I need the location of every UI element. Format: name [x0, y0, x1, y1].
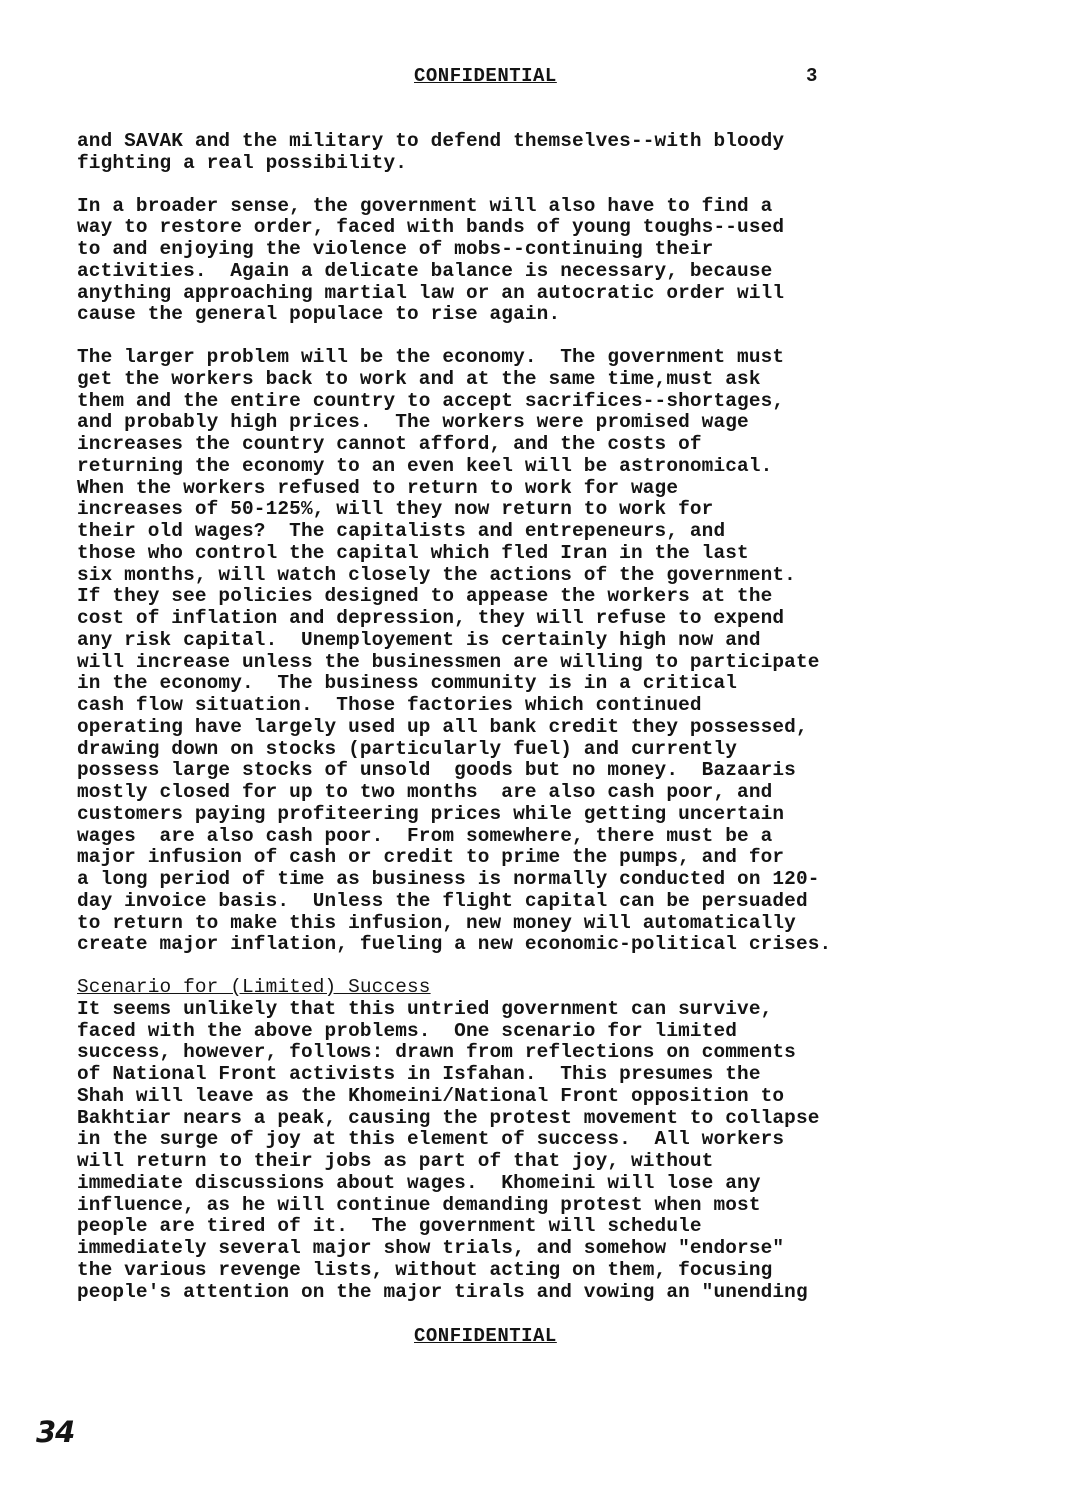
- page-header: [0, 62, 1067, 92]
- section-heading-limited-success: Scenario for (Limited) Success: [77, 976, 431, 998]
- document-body: [77, 131, 907, 1303]
- paragraph-restore-order: In a broader sense, the government will also have to find a way to restore order, faced with bands of young toughs--used to and enjoying the violence of mobs--continuing their activities. Again a delicate balance is necessary, because anything approaching martial law or an autocratic order will cause the general populace to rise again.: [77, 194, 785, 326]
- classification-marking-top: CONFIDENTIAL: [414, 65, 557, 87]
- handwritten-page-number: 34: [36, 1415, 75, 1449]
- paragraph-limited-success: It seems unlikely that this untried government can survive, faced with the above problems. One scenario for limited success, however, follows: drawn from reflections on comments of National Front activists in Isfahan. This presumes the Shah will leave as the Khomeini/National Front opposition to Bakhtiar nears a peak, causing the protest movement to collapse in the surge of joy at this element of success. All workers will return to their jobs as part of that joy, without immediate discussions about wages. Khomeini will lose any influence, as he will continue demanding protest when most people are tired of it. The government will schedule immediately several major show trials, and somehow "endorse" the various revenge lists, without acting on them, focusing people's attention on the major tirals and vowing an "unending: [77, 997, 820, 1303]
- page-number: 3: [806, 65, 818, 87]
- paragraph-savak-military: and SAVAK and the military to defend themselves--with bloody fighting a real possibility.: [77, 130, 785, 174]
- paragraph-economy: The larger problem will be the economy. The government must get the workers back to work and at the same time,must ask them and the entire country to accept sacrifices--shortages, and probably high prices. The workers were promised wage increases the country cannot afford, and the costs of returning the economy to an even keel will be astronomical. When the workers refused to return to work for wage increases of 50-125%, will they now return to work for their old wages? The capitalists and entrepeneurs, and those who control the capital which fled Iran in the last six months, will watch closely the actions of the government. If they see policies designed to appease the workers at the cost of inflation and depression, they will refuse to expend any risk capital. Unemployement is certainly high now and will increase unless the businessmen are willing to participate in the economy. The business community is in a critical cash flow situation. Those factories which continued operating have largely used up all bank credit they possessed, drawing down on stocks (particularly fuel) and currently possess large stocks of unsold goods but no money. Bazaaris mostly closed for up to two months are also cash poor, and customers paying profiteering prices while getting uncertain wages are also cash poor. From somewhere, there must be a major infusion of cash or credit to prime the pumps, and for a long period of time as business is normally conducted on 120- day invoice basis. Unless the flight capital can be persuaded to return to make this infusion, new money will automatically create major inflation, fueling a new economic-political crises.: [77, 346, 832, 956]
- classification-marking-bottom: CONFIDENTIAL: [414, 1325, 557, 1347]
